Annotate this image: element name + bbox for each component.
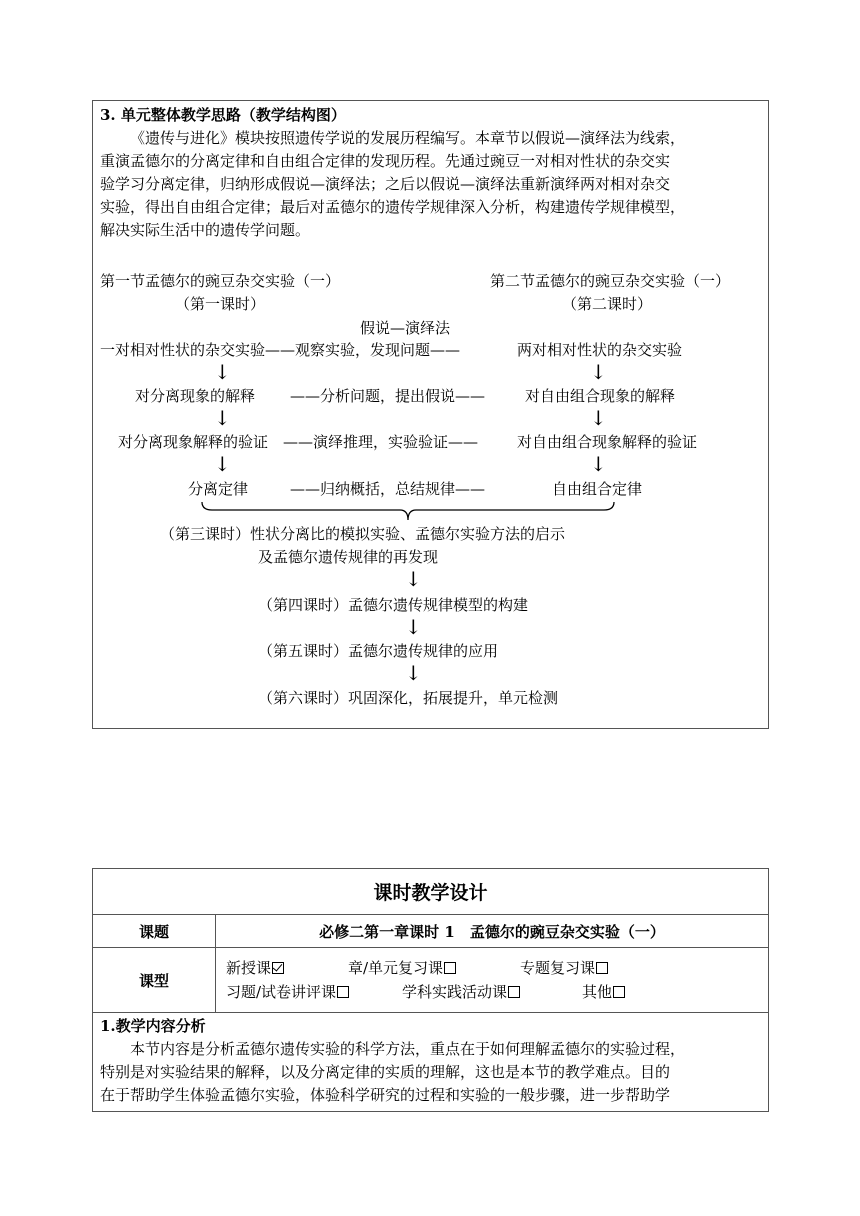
down-arrow: ↓ — [405, 661, 422, 685]
left-section-title: 第一节孟德尔的豌豆杂交实验（一） — [100, 272, 341, 290]
down-arrow: ↓ — [214, 452, 231, 476]
intro-line: 实验，得出自由组合定律；最后对孟德尔的遗传学规律深入分析，构建遗传学规律模型， — [100, 198, 686, 216]
row1-left: 一对相对性状的杂交实验 — [100, 341, 266, 359]
down-arrow: ↓ — [590, 406, 607, 430]
type-label: 课型 — [93, 948, 216, 1013]
left-period-label: （第一课时） — [175, 295, 266, 313]
row3-right: 对自由组合现象解释的验证 — [517, 433, 698, 451]
checkbox-icon[interactable] — [596, 962, 608, 974]
lesson-design-title: 课时教学设计 — [93, 869, 769, 915]
type-option-topic[interactable]: 专题复习课 — [520, 959, 608, 977]
checkbox-icon[interactable] — [508, 986, 520, 998]
analysis-heading: 1.教学内容分析 — [100, 1017, 206, 1035]
unit-plan-heading: 3. 单元整体教学思路（教学结构图） — [100, 106, 346, 124]
down-arrow: ↓ — [214, 360, 231, 384]
row4-middle: ——归纳概括，总结规律—— — [290, 480, 486, 498]
type-option-practice[interactable]: 学科实践活动课 — [402, 980, 582, 1004]
down-arrow: ↓ — [405, 615, 422, 639]
row4-left: 分离定律 — [188, 480, 249, 498]
intro-line: 解决实际生活中的遗传学问题。 — [100, 221, 311, 239]
checkbox-icon[interactable] — [444, 962, 456, 974]
analysis-cell — [93, 1013, 769, 1112]
row2-middle: ——分析问题，提出假说—— — [290, 387, 486, 405]
down-arrow: ↓ — [590, 452, 607, 476]
type-option-review[interactable]: 章/单元复习课 — [348, 956, 520, 980]
type-option-exercise[interactable]: 习题/试卷讲评课 — [226, 980, 402, 1004]
lesson-design-table — [92, 868, 769, 1112]
checkbox-icon[interactable] — [337, 986, 349, 998]
checkbox-icon[interactable] — [613, 986, 625, 998]
intro-line: 《遗传与进化》模块按照遗传学说的发展历程编写。本章节以假说—演绎法为线索， — [130, 129, 686, 147]
period3-line2: 及孟德尔遗传规律的再发现 — [258, 548, 439, 566]
topic-label: 课题 — [93, 915, 216, 948]
type-option-new[interactable]: 新授课 — [226, 956, 348, 980]
period6-label: （第六课时）巩固深化，拓展提升，单元检测 — [258, 689, 559, 707]
intro-line: 验学习分离定律，归纳形成假说—演绎法；之后以假说—演绎法重新演绎两对相对杂交 — [100, 175, 671, 193]
period3-line1: （第三课时）性状分离比的模拟实验、孟德尔实验方法的启示 — [160, 525, 566, 543]
type-option-other[interactable]: 其他 — [582, 983, 625, 1001]
right-period-label: （第二课时） — [562, 295, 653, 313]
intro-line: 重演孟德尔的分离定律和自由组合定律的发现历程。先通过豌豆一对相对性状的杂交实 — [100, 152, 671, 170]
analysis-line: 在于帮助学生体验孟德尔实验，体验科学研究的过程和实验的一般步骤，进一步帮助学 — [100, 1086, 671, 1104]
unit-plan-intro — [100, 127, 762, 242]
topic-value: 必修二第一章课时 1 孟德尔的豌豆杂交实验（一） — [216, 915, 769, 948]
analysis-line: 本节内容是分析孟德尔遗传实验的科学方法，重点在于如何理解孟德尔的实验过程， — [130, 1040, 686, 1058]
row1-right: 两对相对性状的杂交实验 — [517, 341, 683, 359]
row2-right: 对自由组合现象的解释 — [525, 387, 676, 405]
period5-label: （第五课时）孟德尔遗传规律的应用 — [258, 642, 499, 660]
down-arrow: ↓ — [590, 360, 607, 384]
method-label: 假说—演绎法 — [360, 319, 451, 337]
period4-label: （第四课时）孟德尔遗传规律模型的构建 — [258, 596, 529, 614]
analysis-line: 特别是对实验结果的解释，以及分离定律的实质的理解，这也是本节的教学难点。目的 — [100, 1063, 671, 1081]
right-section-title: 第二节孟德尔的豌豆杂交实验（一） — [490, 272, 731, 290]
checkbox-checked-icon[interactable] — [272, 962, 284, 974]
down-arrow: ↓ — [214, 406, 231, 430]
row2-left: 对分离现象的解释 — [135, 387, 256, 405]
row3-left: 对分离现象解释的验证 — [118, 433, 269, 451]
row4-right: 自由组合定律 — [552, 480, 643, 498]
row1-middle: ——观察实验，发现问题—— — [265, 341, 461, 359]
down-arrow: ↓ — [405, 567, 422, 591]
row3-middle: ——演绎推理，实验验证—— — [283, 433, 479, 451]
brace-connector — [200, 500, 620, 522]
type-options — [216, 948, 769, 1013]
